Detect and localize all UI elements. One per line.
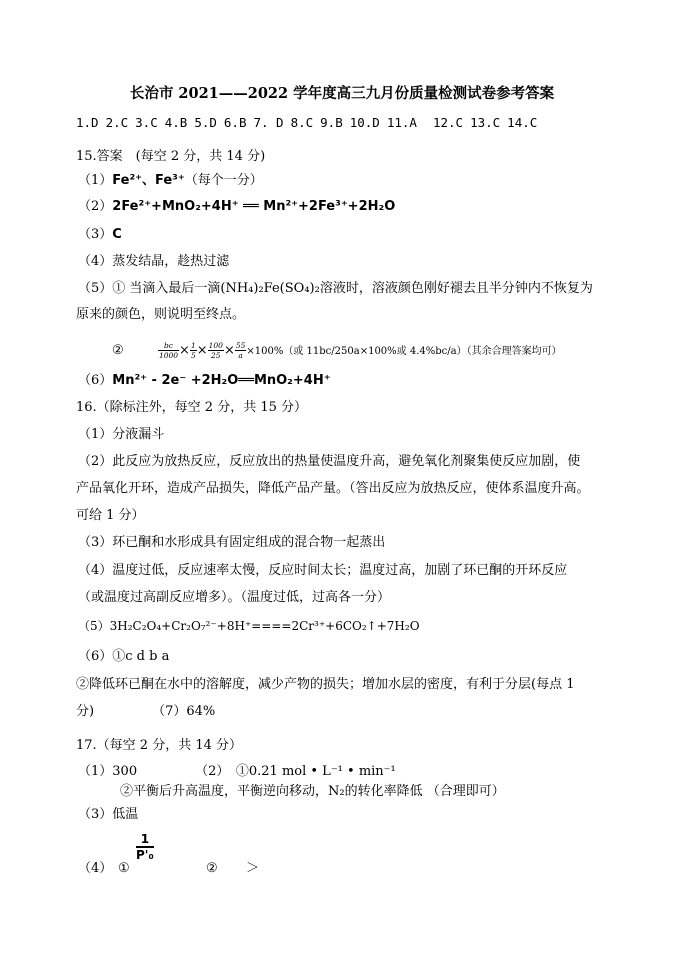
mc-answer: 11.A xyxy=(386,115,417,130)
mc-answer: 4.B xyxy=(164,115,188,130)
q16-part4-line2: （或温度过高副反应增多）。（温度过低，过高各一分） xyxy=(78,590,391,605)
mc-answer: 1.D xyxy=(76,115,99,130)
q16-part5: （5）3H₂C₂O₄+Cr₂O₇²⁻+8H⁺====2Cr³⁺+6CO₂↑+7H₂O xyxy=(78,619,420,633)
q15-part4-answer: 蒸发结晶，趁热过滤 xyxy=(112,254,230,269)
mc-answer: 10.D xyxy=(349,115,380,130)
q15-part6-number: （6） xyxy=(78,373,113,388)
q17-part4-a-marker: ① xyxy=(118,861,130,876)
q16-part1: （1）分液漏斗 xyxy=(78,427,165,442)
q16-part3: （3）环已酮和水形成具有固定组成的混合物一起蒸出 xyxy=(78,535,386,550)
mc-answer: 8.C xyxy=(290,115,314,130)
q17-part4-number: （4） xyxy=(78,861,113,876)
fraction: $\frac{bc}{1000}$ xyxy=(158,341,179,360)
multiple-choice-answers xyxy=(76,114,544,132)
q16-part2-line2: 产品氧化开环，造成产品损失，降低产品产量。（答出反应为放热反应，使体系温度升高。 xyxy=(76,481,590,496)
q15-part6 xyxy=(78,372,331,390)
q17-part2: （2） ①0.21 mol • L⁻¹ • min⁻¹ xyxy=(195,764,396,779)
page-title: 长治市 2021——2022 学年度高三九月份质量检测试卷参考答案 xyxy=(129,85,555,102)
q15-header: 15.答案 (每空 2 分，共 14 分) xyxy=(76,149,266,164)
q15-part1-ions: Fe²⁺、Fe³⁺ xyxy=(112,173,185,188)
fraction: 1 P'₀ xyxy=(136,832,154,862)
mc-answer: 9.B xyxy=(320,115,343,130)
q16-part2-line1: （2）此反应为放热反应，反应放出的热量使温度升高，避免氧化剂聚集使反应加剧，使 xyxy=(78,454,581,469)
q15-part2-number: （2） xyxy=(78,199,113,214)
q16-part4-line1: （4）温度过低，反应速率太慢，反应时间太长；温度过高，加剧了环已酮的开环反应 xyxy=(78,563,568,578)
q16-part6b-line2: 分) （7）64% xyxy=(76,704,216,719)
q15-part5b-number: ② xyxy=(112,343,124,358)
q15-part3-number: （3） xyxy=(78,227,113,242)
mc-answer: 2.C xyxy=(105,115,129,130)
q17-part3: （3）低温 xyxy=(78,807,139,822)
mc-answer: 6.B xyxy=(223,115,247,130)
q16-part6b-line1: ②降低环已酮在水中的溶解度，减少产物的损失；增加水层的密度，有利于分层(每点 1 xyxy=(76,677,575,692)
q17-part4-b-marker: ② xyxy=(206,861,218,876)
q16-part6: （6）①c d b a xyxy=(78,649,170,664)
q15-part4-number: （4） xyxy=(78,254,113,269)
q17-part4-b-answer: ＞ xyxy=(246,861,260,876)
q15-part3-answer: C xyxy=(112,227,122,242)
q17-header: 17.（每空 2 分，共 14 分） xyxy=(76,738,243,753)
fraction: $\frac{100}{25}$ xyxy=(208,341,223,360)
mc-answer: 3.C xyxy=(135,115,158,130)
q15-part5-formula: ② $\frac{bc}{1000}$ × $\frac{1}{5}$ × $\frac{100}{25}$ × $\frac{55}{a}$ ×100%（或 11bc/250a×100%或 4.4%bc/a）（其余合理答案均可） xyxy=(112,341,562,360)
fraction: $\frac{55}{a}$ xyxy=(235,341,246,360)
q15-part4 xyxy=(78,253,229,271)
mc-answer: 12.C xyxy=(432,115,464,130)
q15-part5b-tail: ×100%（或 11bc/250a×100%或 4.4%bc/a）（其余合理答案均可） xyxy=(246,346,562,357)
q15-part5-line2: 原来的颜色，则说明至终点。 xyxy=(76,307,246,322)
mc-answer: 5.D xyxy=(194,115,217,130)
q15-part2 xyxy=(78,198,395,216)
q16-header: 16.（除标注外，每空 2 分，共 15 分） xyxy=(76,400,308,415)
q15-part5-line1: （5）① 当滴入最后一滴(NH₄)₂Fe(SO₄)₂溶液时，溶液颜色刚好褪去且半分钟内不恢复为 xyxy=(78,281,593,296)
mc-answer: 7. D xyxy=(253,115,284,130)
q15-part3 xyxy=(78,226,122,244)
q17-part2b: ②平衡后升高温度，平衡逆向移动，N₂的转化率降低 （合理即可） xyxy=(120,784,505,799)
q15-part1-number: （1） xyxy=(78,173,113,188)
q15-part1 xyxy=(78,172,263,190)
q17-part1: （1）300 （2） ①0.21 mol • L⁻¹ • min⁻¹ xyxy=(78,764,396,779)
fraction: $\frac{1}{5}$ xyxy=(190,341,196,360)
q15-part1-note: （每个一分） xyxy=(184,173,263,188)
mc-answer: 13.C xyxy=(470,115,501,130)
q16-part2-line3: 可给 1 分） xyxy=(76,508,145,523)
q15-part2-equation: 2Fe²⁺+MnO₂+4H⁺ ══ Mn²⁺+2Fe³⁺+2H₂O xyxy=(112,199,396,214)
q16-part7: （7）64% xyxy=(152,704,216,719)
q15-part6-equation: Mn²⁺ - 2e⁻ +2H₂O══MnO₂+4H⁺ xyxy=(112,373,331,388)
mc-answer: 14.C xyxy=(507,115,538,130)
